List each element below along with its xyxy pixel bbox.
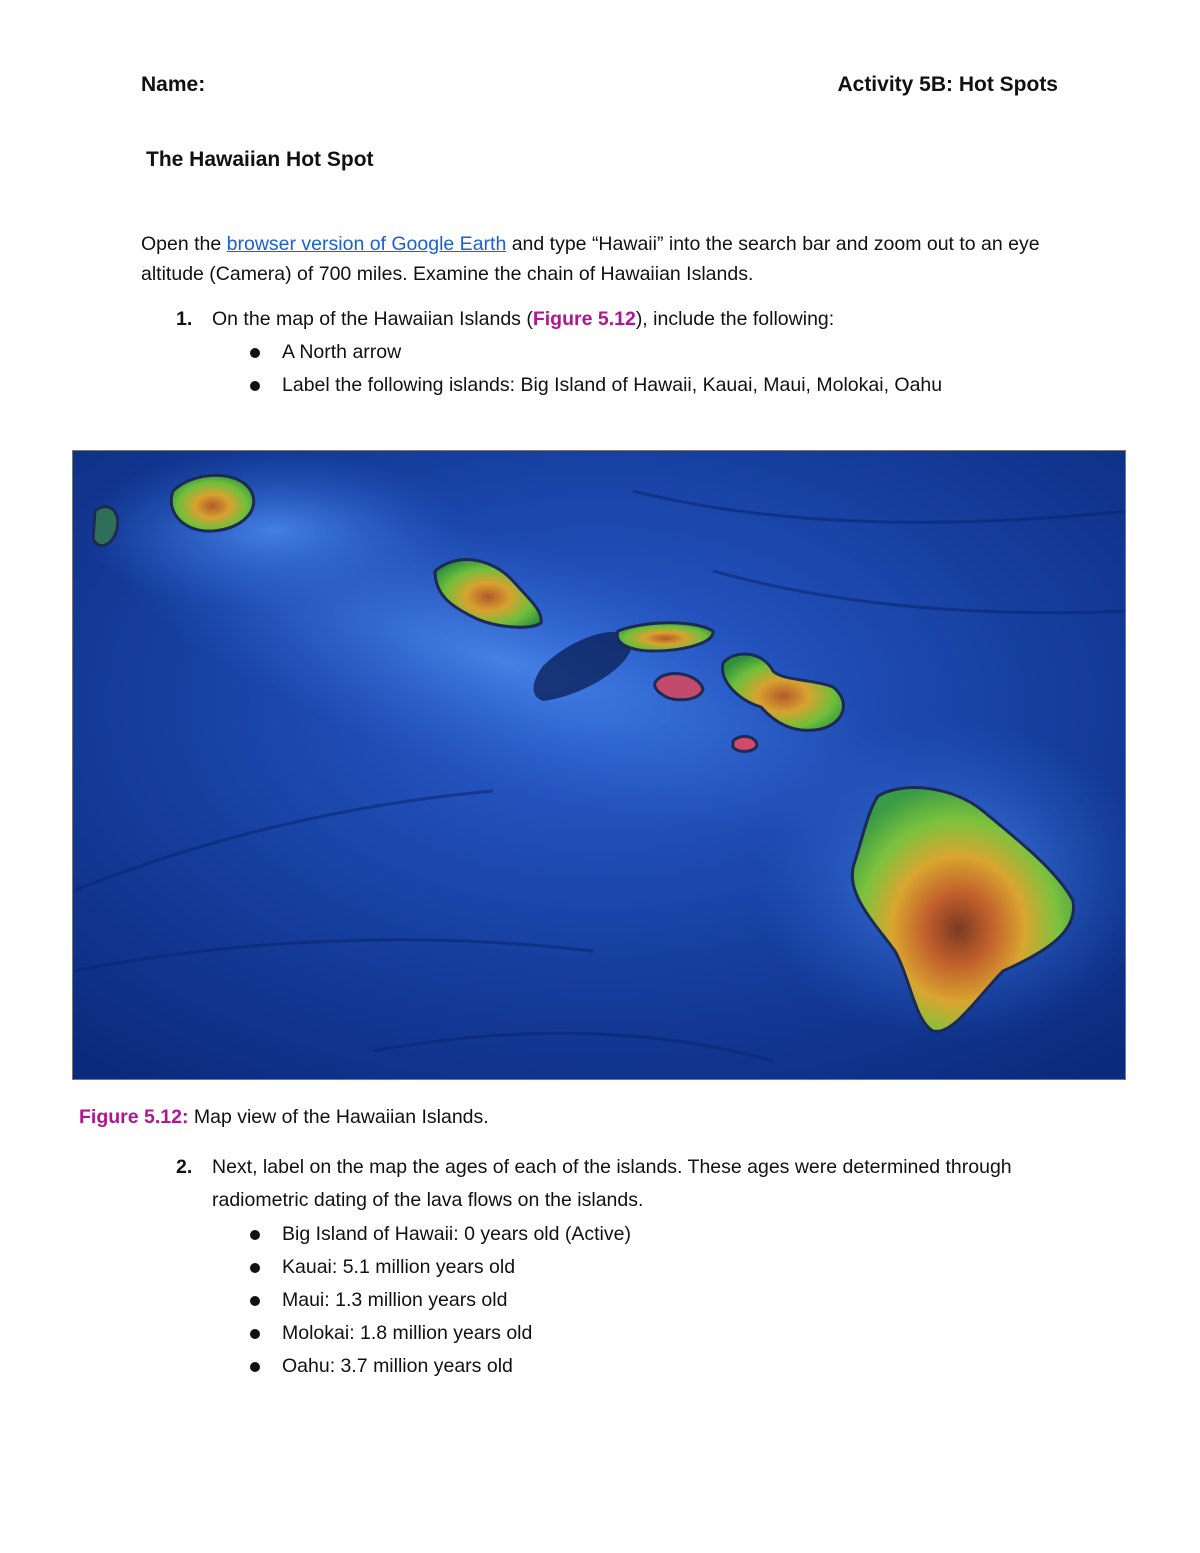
bullet-icon: [250, 1329, 260, 1339]
niihau-island: [93, 507, 118, 546]
figure-caption: [79, 1106, 489, 1129]
question-2-text: Next, label on the map the ages of each of the islands. These ages were determined through radiometric dating of the lava flows on the islands.: [212, 1156, 1012, 1211]
list-item-text: Molokai: 1.8 million years old: [282, 1322, 533, 1344]
figure-label: Figure 5.12:: [79, 1106, 189, 1128]
intro-paragraph: [141, 229, 1071, 289]
google-earth-link[interactable]: browser version of Google Earth: [226, 233, 507, 255]
list-item-text: Label the following islands: Big Island of Hawaii, Kauai, Maui, Molokai, Oahu: [282, 374, 943, 396]
list-item: [249, 1284, 631, 1317]
bullet-icon: [250, 1362, 260, 1372]
bullet-icon: [250, 348, 260, 358]
kauai-island: [171, 475, 254, 531]
question-2-number: 2.: [176, 1156, 193, 1178]
activity-title: Activity 5B: Hot Spots: [837, 73, 1058, 96]
list-item: [249, 1317, 631, 1350]
list-item: [249, 1251, 631, 1284]
list-item-text: Kauai: 5.1 million years old: [282, 1256, 516, 1278]
question-1-text-after: ), include the following:: [635, 308, 835, 330]
figure-caption-text: Map view of the Hawaiian Islands.: [188, 1106, 489, 1128]
question-1-text: [212, 303, 1052, 336]
name-label: Name:: [141, 73, 206, 96]
list-item-text: Maui: 1.3 million years old: [282, 1289, 508, 1311]
list-item-text: Big Island of Hawaii: 0 years old (Active): [282, 1223, 631, 1245]
list-item: [249, 336, 942, 369]
list-item-text: A North arrow: [282, 341, 402, 363]
bullet-icon: [250, 1263, 260, 1273]
figure-ref: Figure 5.12: [532, 308, 636, 330]
question-1-number: 1.: [176, 308, 193, 330]
shelf-glow: [83, 451, 463, 611]
list-item-text: Oahu: 3.7 million years old: [282, 1355, 513, 1377]
kahoolawe-island: [733, 736, 757, 751]
list-item: [249, 369, 942, 402]
intro-text-after: and type “Hawaii” into the search bar and zoom out to an eye altitude (Camera) of 700 miles. Examine the chain of Hawaiian Islands.: [141, 233, 1040, 285]
question-1-text-before: On the map of the Hawaiian Islands (: [212, 308, 533, 330]
intro-text-before: Open the: [141, 233, 227, 255]
list-item: [249, 1350, 631, 1383]
bullet-icon: [250, 1230, 260, 1240]
question-2-bullets: [249, 1218, 631, 1383]
bullet-icon: [250, 381, 260, 391]
page-title: The Hawaiian Hot Spot: [146, 148, 374, 171]
hawaii-map-image: [72, 450, 1126, 1080]
question-1-bullets: [249, 336, 942, 402]
bullet-icon: [250, 1296, 260, 1306]
list-item: [249, 1218, 631, 1251]
